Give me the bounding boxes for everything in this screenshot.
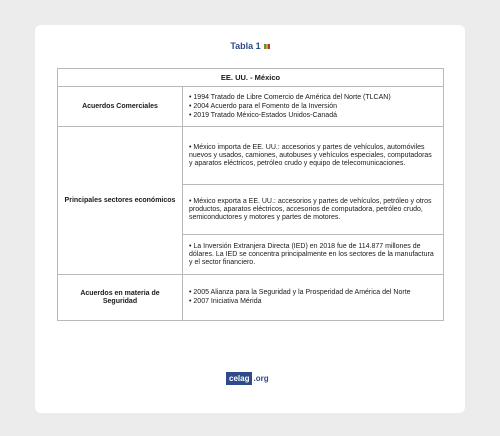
celag-logo [226,372,269,385]
table-row [58,275,444,321]
logo-domain-text: .org [253,374,269,383]
list-item: • 2005 Alianza para la Seguridad y la Prosperidad de América del Norte [189,289,437,297]
category-economic-sectors: Principales sectores económicos [58,127,183,275]
exports-cell [183,185,444,235]
table-header: EE. UU. - México [58,69,444,87]
category-trade-agreements: Acuerdos Comerciales [58,87,183,127]
investment-cell [183,235,444,275]
caption-text: Tabla 1 [230,41,261,51]
table-row [58,127,444,185]
list-item: • México exporta a EE. UU.: accesorios y partes de vehículos, petróleo y otros productos, aparatos eléctricos, accesorios de computadora, petróleo crudo, semiconductores y motores y partes de motores. [189,198,437,222]
list-item: • 2004 Acuerdo para el Fomento de la Inversión [189,103,437,111]
table-card [35,25,465,413]
mexico-flag-icon [264,44,270,49]
table-caption [35,41,465,51]
security-agreements-cell [183,275,444,321]
logo-box-text: celag [226,372,252,385]
trade-agreements-cell [183,87,444,127]
table-row [58,87,444,127]
list-item: • México importa de EE. UU.: accesorios y partes de vehículos, automóviles nuevos y usados, camiones, autobuses y vehículos especiales, computadoras y aparatos eléctricos, petróleo crudo y equipo de telecomunicaciones. [189,144,437,168]
relations-table [57,68,444,321]
imports-cell [183,127,444,185]
list-item: • La Inversión Extranjera Directa (IED) en 2018 fue de 114.877 millones de dólares. La IED se concentra principalmente en los sectores de la manufactura y el sector financiero. [189,243,437,267]
list-item: • 1994 Tratado de Libre Comercio de América del Norte (TLCAN) [189,94,437,102]
list-item: • 2019 Tratado México-Estados Unidos-Canadá [189,112,437,120]
category-security-agreements: Acuerdos en materia de Seguridad [58,275,183,321]
list-item: • 2007 Iniciativa Mérida [189,298,437,306]
